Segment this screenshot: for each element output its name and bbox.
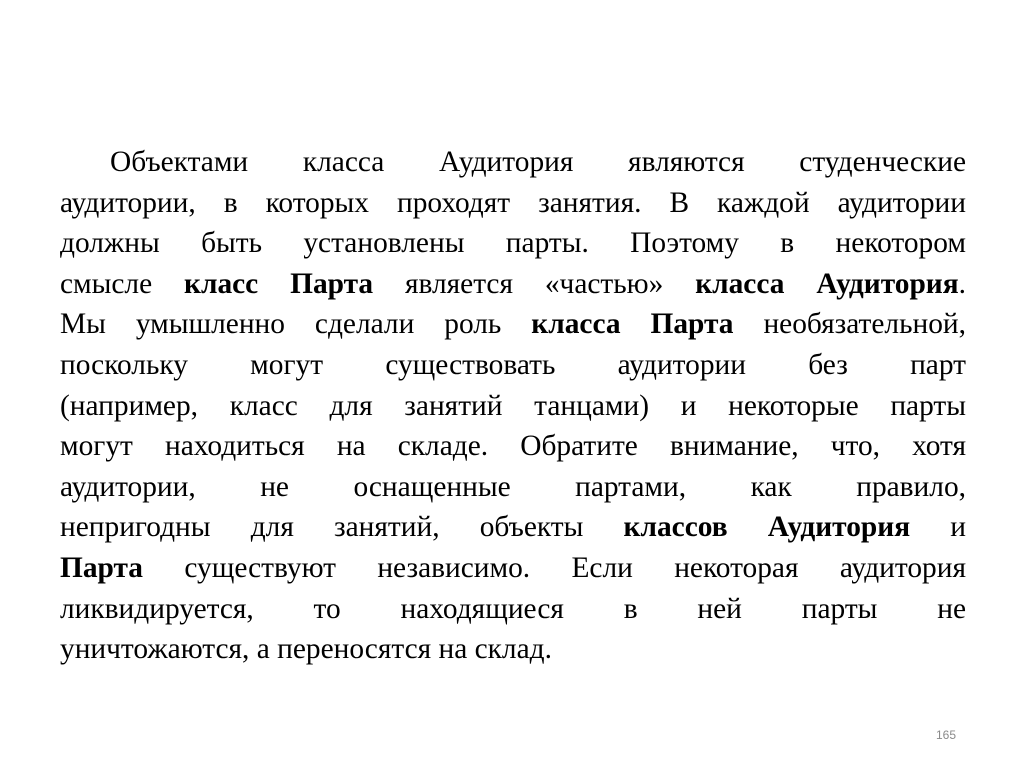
text-segment: аудитории, в которых проходят занятия. В каждой аудитории (60, 186, 966, 219)
text-line (60, 386, 966, 427)
text-segment: . (958, 267, 967, 300)
text-line (60, 507, 966, 548)
text-segment: ликвидируется, то находящиеся в ней парты не (60, 592, 966, 625)
text-line (60, 142, 966, 183)
text-segment: Объектами класса Аудитория являются студенческие (110, 146, 966, 178)
text-segment: Мы умышленно сделали роль (60, 308, 532, 341)
text-segment: могут находиться на складе. Обратите внимание, что, хотя (60, 430, 966, 463)
text-segment: существуют независимо. Если некоторая аудитория (143, 551, 966, 584)
text-line (60, 304, 966, 345)
text-segment: необязательной, (733, 308, 967, 341)
body-paragraph (60, 142, 966, 670)
text-line (60, 548, 966, 589)
text-segment: смысле (60, 267, 185, 300)
bold-term: класс Парта (184, 267, 374, 300)
bold-term: класса Парта (531, 308, 734, 341)
bold-term: класса Аудитория (695, 267, 959, 300)
text-line (60, 223, 966, 264)
text-segment: поскольку могут существовать аудитории без парт (60, 348, 966, 381)
text-segment: и (910, 511, 966, 544)
text-line (60, 629, 966, 670)
bold-term: Парта (60, 551, 144, 584)
text-line (60, 467, 966, 508)
text-segment: (например, класс для занятий танцами) и некоторые парты (60, 389, 966, 422)
text-line (60, 426, 966, 467)
bold-term: классов Аудитория (623, 511, 911, 544)
text-segment: аудитории, не оснащенные партами, как правило, (60, 470, 966, 503)
page-number: 165 (936, 728, 957, 742)
text-segment: уничтожаются, а переносятся на склад. (60, 633, 552, 666)
text-segment: должны быть установлены парты. Поэтому в некотором (60, 227, 966, 260)
text-line (60, 589, 966, 630)
text-segment: является «частью» (373, 267, 696, 300)
text-segment: непригодны для занятий, объекты (60, 511, 624, 544)
text-line (60, 183, 966, 224)
text-line (60, 345, 966, 386)
text-line (60, 264, 966, 305)
